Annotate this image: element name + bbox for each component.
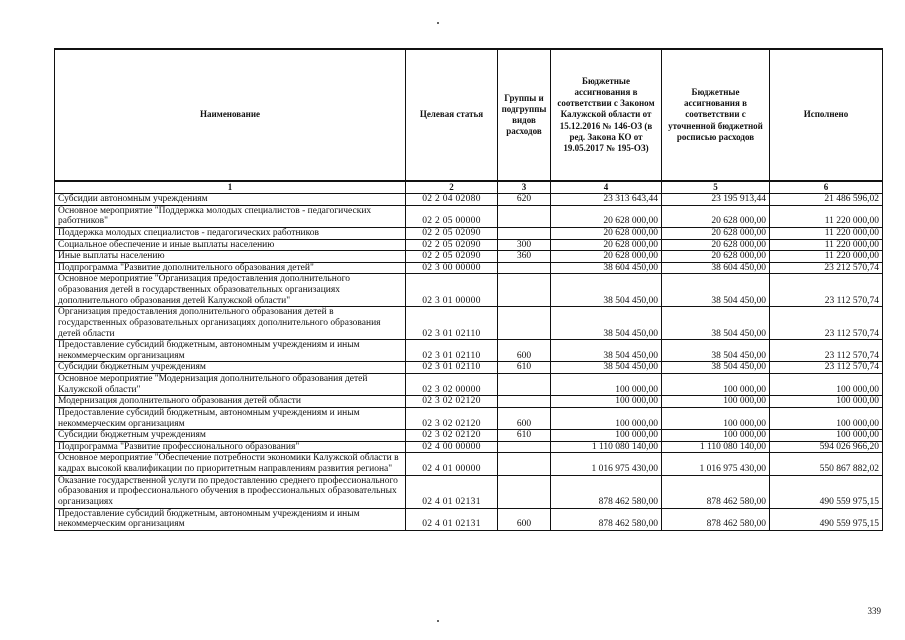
row-refined-amount: 1 110 080 140,00 bbox=[662, 441, 770, 453]
row-group-code bbox=[498, 307, 551, 340]
row-name: Основное мероприятие "Обеспечение потребности экономики Калужской области в кадрах высокой квалификации по приоритетным направлениям развития региона" bbox=[55, 453, 406, 475]
row-refined-amount: 100 000,00 bbox=[662, 374, 770, 396]
column-number: 1 bbox=[55, 181, 406, 194]
row-law-amount: 38 504 450,00 bbox=[551, 362, 662, 374]
row-name: Модернизация дополнительного образования детей области bbox=[55, 396, 406, 408]
column-number: 2 bbox=[406, 181, 498, 194]
row-target-code: 02 2 05 00000 bbox=[406, 205, 498, 227]
header-refined: Бюджетные ассигнования в соответствии с уточненной бюджетной росписью расходов bbox=[662, 49, 770, 181]
row-law-amount: 20 628 000,00 bbox=[551, 227, 662, 239]
row-executed-amount: 21 486 596,02 bbox=[770, 194, 883, 206]
row-executed-amount: 23 112 570,74 bbox=[770, 307, 883, 340]
row-group-code: 360 bbox=[498, 251, 551, 263]
row-target-code: 02 4 01 02131 bbox=[406, 508, 498, 530]
header-target: Целевая статья bbox=[406, 49, 498, 181]
row-executed-amount: 23 112 570,74 bbox=[770, 274, 883, 307]
row-name: Предоставление субсидий бюджетным, автономным учреждениям и иным некоммерческим организациям bbox=[55, 407, 406, 429]
row-group-code bbox=[498, 227, 551, 239]
row-refined-amount: 38 504 450,00 bbox=[662, 340, 770, 362]
row-law-amount: 100 000,00 bbox=[551, 374, 662, 396]
row-executed-amount: 11 220 000,00 bbox=[770, 251, 883, 263]
row-target-code: 02 3 01 02110 bbox=[406, 307, 498, 340]
row-name: Субсидии бюджетным учреждениям bbox=[55, 362, 406, 374]
row-name: Предоставление субсидий бюджетным, автономным учреждениям и иным некоммерческим организациям bbox=[55, 508, 406, 530]
table-row bbox=[55, 453, 883, 475]
row-target-code: 02 3 02 02120 bbox=[406, 407, 498, 429]
row-law-amount: 20 628 000,00 bbox=[551, 251, 662, 263]
row-law-amount: 38 504 450,00 bbox=[551, 307, 662, 340]
row-group-code bbox=[498, 475, 551, 508]
row-executed-amount: 100 000,00 bbox=[770, 396, 883, 408]
row-refined-amount: 100 000,00 bbox=[662, 407, 770, 429]
row-law-amount: 38 604 450,00 bbox=[551, 262, 662, 274]
row-executed-amount: 23 112 570,74 bbox=[770, 340, 883, 362]
scan-mark bbox=[437, 620, 439, 622]
budget-table bbox=[54, 48, 883, 531]
row-group-code bbox=[498, 441, 551, 453]
row-group-code: 620 bbox=[498, 194, 551, 206]
table-row bbox=[55, 362, 883, 374]
row-refined-amount: 23 195 913,44 bbox=[662, 194, 770, 206]
row-executed-amount: 11 220 000,00 bbox=[770, 205, 883, 227]
row-law-amount: 38 504 450,00 bbox=[551, 274, 662, 307]
header-executed: Исполнено bbox=[770, 49, 883, 181]
row-target-code: 02 2 05 02090 bbox=[406, 227, 498, 239]
row-law-amount: 100 000,00 bbox=[551, 430, 662, 442]
row-group-code: 300 bbox=[498, 239, 551, 251]
table-row bbox=[55, 262, 883, 274]
row-refined-amount: 878 462 580,00 bbox=[662, 508, 770, 530]
table-row bbox=[55, 307, 883, 340]
row-name: Подпрограмма "Развитие профессионального образования" bbox=[55, 441, 406, 453]
row-executed-amount: 490 559 975,15 bbox=[770, 475, 883, 508]
row-refined-amount: 38 504 450,00 bbox=[662, 362, 770, 374]
row-group-code bbox=[498, 453, 551, 475]
table-header-row bbox=[55, 49, 883, 181]
table-row bbox=[55, 274, 883, 307]
row-executed-amount: 100 000,00 bbox=[770, 407, 883, 429]
row-refined-amount: 38 504 450,00 bbox=[662, 307, 770, 340]
row-name: Основное мероприятие "Организация предоставления дополнительного образования детей в государственных образовательных организациях дополнительного образования детей Калужской области" bbox=[55, 274, 406, 307]
column-number: 4 bbox=[551, 181, 662, 194]
row-executed-amount: 550 867 882,02 bbox=[770, 453, 883, 475]
row-law-amount: 20 628 000,00 bbox=[551, 239, 662, 251]
row-group-code bbox=[498, 274, 551, 307]
row-target-code: 02 4 01 00000 bbox=[406, 453, 498, 475]
row-group-code bbox=[498, 262, 551, 274]
row-target-code: 02 2 04 02080 bbox=[406, 194, 498, 206]
row-executed-amount: 594 026 966,20 bbox=[770, 441, 883, 453]
row-law-amount: 878 462 580,00 bbox=[551, 475, 662, 508]
table-row bbox=[55, 194, 883, 206]
row-executed-amount: 490 559 975,15 bbox=[770, 508, 883, 530]
row-name: Поддержка молодых специалистов - педагогических работников bbox=[55, 227, 406, 239]
table-row bbox=[55, 407, 883, 429]
row-law-amount: 100 000,00 bbox=[551, 396, 662, 408]
row-target-code: 02 4 00 00000 bbox=[406, 441, 498, 453]
scan-mark bbox=[437, 22, 439, 24]
table-row bbox=[55, 441, 883, 453]
row-refined-amount: 38 604 450,00 bbox=[662, 262, 770, 274]
column-number: 3 bbox=[498, 181, 551, 194]
row-refined-amount: 20 628 000,00 bbox=[662, 251, 770, 263]
row-target-code: 02 3 01 00000 bbox=[406, 274, 498, 307]
column-number: 6 bbox=[770, 181, 883, 194]
row-refined-amount: 20 628 000,00 bbox=[662, 239, 770, 251]
table-row bbox=[55, 340, 883, 362]
header-name: Наименование bbox=[55, 49, 406, 181]
row-group-code: 610 bbox=[498, 362, 551, 374]
row-name: Субсидии автономным учреждениям bbox=[55, 194, 406, 206]
page-number: 339 bbox=[867, 606, 881, 616]
row-name: Иные выплаты населению bbox=[55, 251, 406, 263]
row-group-code bbox=[498, 374, 551, 396]
row-law-amount: 1 016 975 430,00 bbox=[551, 453, 662, 475]
table-body bbox=[55, 194, 883, 531]
row-refined-amount: 38 504 450,00 bbox=[662, 274, 770, 307]
header-group: Группы и подгруппы видов расходов bbox=[498, 49, 551, 181]
row-target-code: 02 2 05 02090 bbox=[406, 239, 498, 251]
row-refined-amount: 1 016 975 430,00 bbox=[662, 453, 770, 475]
row-name: Предоставление субсидий бюджетным, автономным учреждениям и иным некоммерческим организациям bbox=[55, 340, 406, 362]
table-row bbox=[55, 227, 883, 239]
row-group-code bbox=[498, 396, 551, 408]
table-row bbox=[55, 475, 883, 508]
row-name: Основное мероприятие "Поддержка молодых специалистов - педагогических работников" bbox=[55, 205, 406, 227]
table-row bbox=[55, 430, 883, 442]
table-row bbox=[55, 508, 883, 530]
row-executed-amount: 100 000,00 bbox=[770, 374, 883, 396]
table-row bbox=[55, 374, 883, 396]
row-executed-amount: 100 000,00 bbox=[770, 430, 883, 442]
row-executed-amount: 23 112 570,74 bbox=[770, 362, 883, 374]
row-executed-amount: 23 212 570,74 bbox=[770, 262, 883, 274]
table-row bbox=[55, 239, 883, 251]
row-target-code: 02 3 02 00000 bbox=[406, 374, 498, 396]
row-target-code: 02 3 02 02120 bbox=[406, 396, 498, 408]
row-group-code: 610 bbox=[498, 430, 551, 442]
row-law-amount: 20 628 000,00 bbox=[551, 205, 662, 227]
row-executed-amount: 11 220 000,00 bbox=[770, 227, 883, 239]
row-name: Субсидии бюджетным учреждениям bbox=[55, 430, 406, 442]
row-group-code: 600 bbox=[498, 407, 551, 429]
header-law: Бюджетные ассигнования в соответствии с Законом Калужской области от 15.12.2016 № 146-ОЗ (в ред. Закона КО от 19.05.2017 № 195-ОЗ) bbox=[551, 49, 662, 181]
row-name: Социальное обеспечение и иные выплаты населению bbox=[55, 239, 406, 251]
row-name: Подпрограмма "Развитие дополнительного образования детей" bbox=[55, 262, 406, 274]
row-name: Основное мероприятие "Модернизация дополнительного образования детей Калужской области" bbox=[55, 374, 406, 396]
row-law-amount: 1 110 080 140,00 bbox=[551, 441, 662, 453]
table-row bbox=[55, 205, 883, 227]
row-target-code: 02 4 01 02131 bbox=[406, 475, 498, 508]
row-group-code bbox=[498, 205, 551, 227]
column-number-row bbox=[55, 181, 883, 194]
row-refined-amount: 100 000,00 bbox=[662, 396, 770, 408]
table-row bbox=[55, 396, 883, 408]
row-target-code: 02 3 02 02120 bbox=[406, 430, 498, 442]
row-refined-amount: 100 000,00 bbox=[662, 430, 770, 442]
row-refined-amount: 878 462 580,00 bbox=[662, 475, 770, 508]
row-law-amount: 878 462 580,00 bbox=[551, 508, 662, 530]
row-name: Организация предоставления дополнительного образования детей в государственных образовательных организациях дополнительного образования детей области bbox=[55, 307, 406, 340]
row-target-code: 02 3 01 02110 bbox=[406, 362, 498, 374]
row-target-code: 02 2 05 02090 bbox=[406, 251, 498, 263]
column-number: 5 bbox=[662, 181, 770, 194]
row-law-amount: 38 504 450,00 bbox=[551, 340, 662, 362]
row-executed-amount: 11 220 000,00 bbox=[770, 239, 883, 251]
row-target-code: 02 3 00 00000 bbox=[406, 262, 498, 274]
row-refined-amount: 20 628 000,00 bbox=[662, 205, 770, 227]
row-law-amount: 100 000,00 bbox=[551, 407, 662, 429]
row-group-code: 600 bbox=[498, 340, 551, 362]
row-name: Оказание государственной услуги по предоставлению среднего профессионального образования и профессионального обучения в профессиональных образовательных организациях bbox=[55, 475, 406, 508]
row-refined-amount: 20 628 000,00 bbox=[662, 227, 770, 239]
row-target-code: 02 3 01 02110 bbox=[406, 340, 498, 362]
row-law-amount: 23 313 643,44 bbox=[551, 194, 662, 206]
row-group-code: 600 bbox=[498, 508, 551, 530]
table-row bbox=[55, 251, 883, 263]
